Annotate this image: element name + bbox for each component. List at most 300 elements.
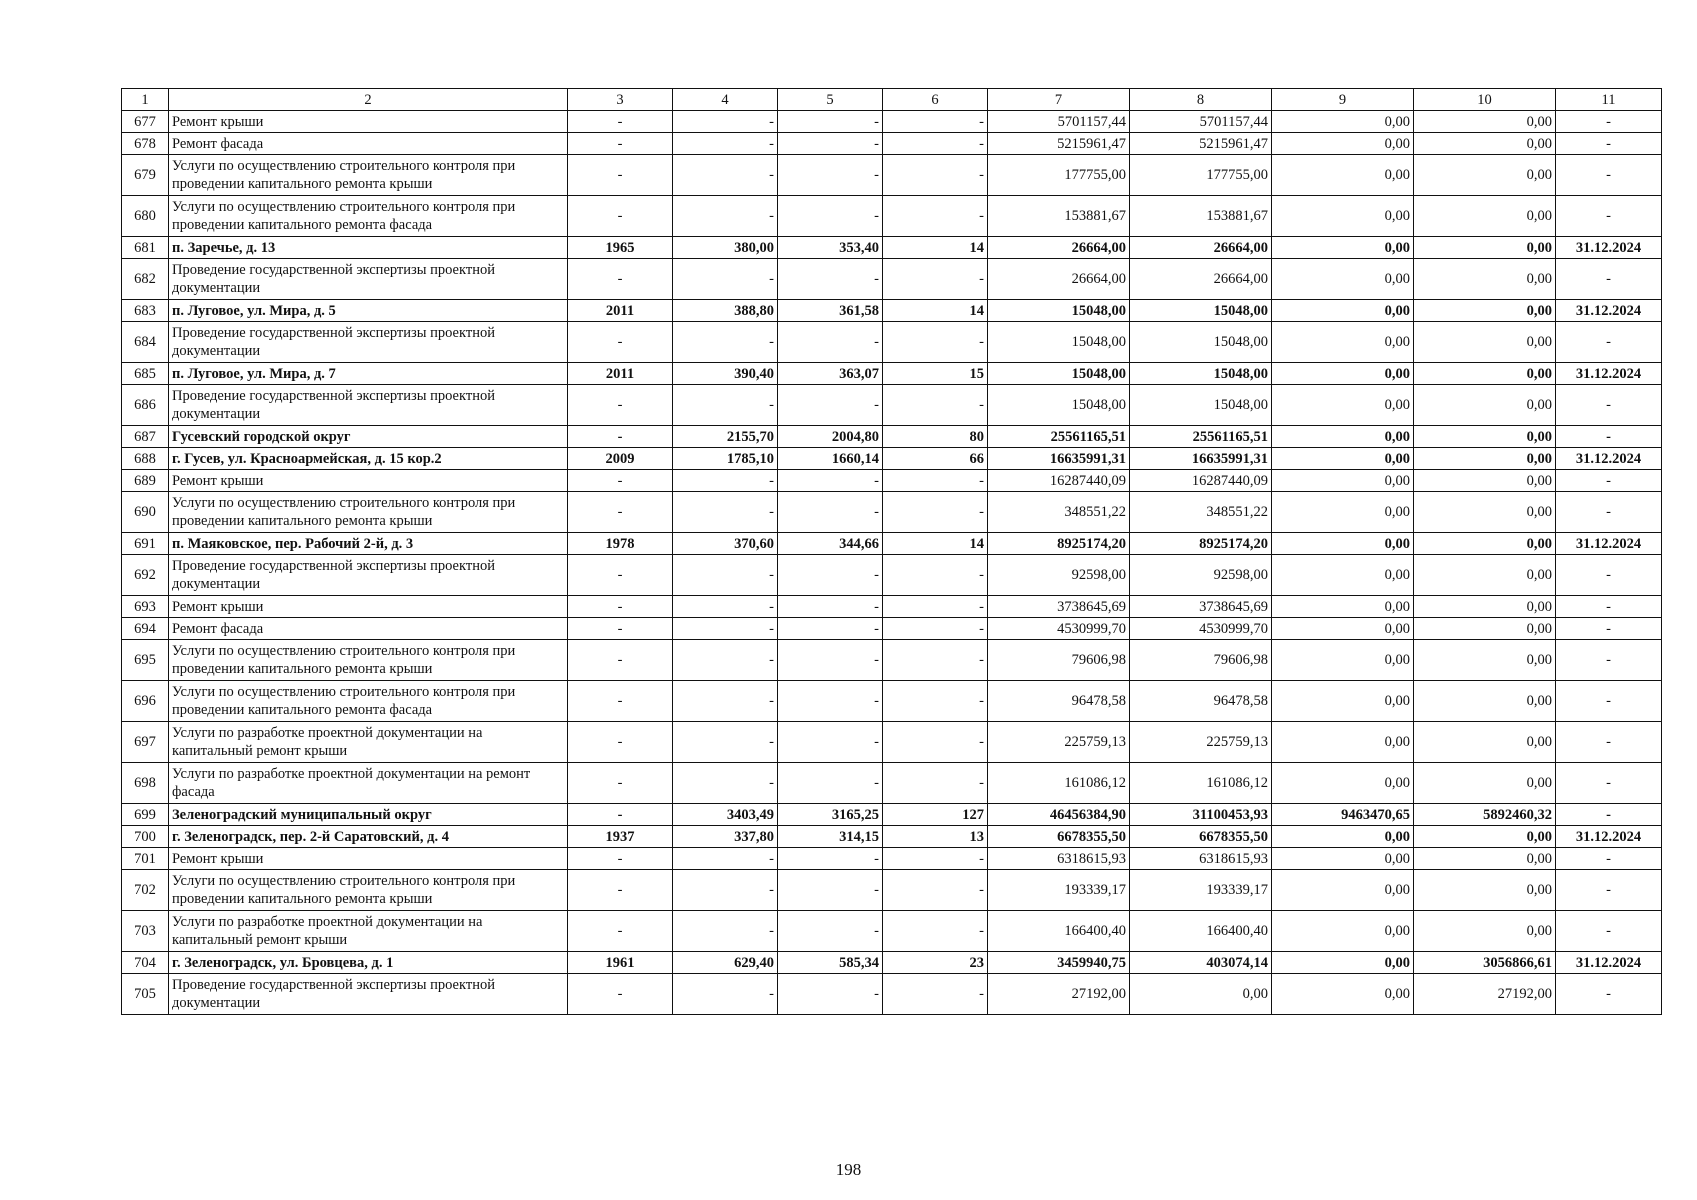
table-row [122, 911, 1662, 952]
description-cell: Проведение государственной экспертизы проектной документации [169, 385, 568, 426]
description-cell: п. Луговое, ул. Мира, д. 7 [169, 363, 568, 385]
description-cell: Ремонт фасада [169, 133, 568, 155]
table-row [122, 259, 1662, 300]
amount-cell: 0,00 [1414, 426, 1556, 448]
value-cell: 23 [883, 952, 988, 974]
amount-cell: 161086,12 [988, 763, 1130, 804]
value-cell: 1785,10 [673, 448, 778, 470]
value-cell: 3403,49 [673, 804, 778, 826]
row-number-cell: 680 [122, 196, 169, 237]
row-number-cell: 684 [122, 322, 169, 363]
table-row [122, 237, 1662, 259]
value-cell: 14 [883, 237, 988, 259]
year-cell: 1937 [568, 826, 673, 848]
table-row [122, 618, 1662, 640]
table-row [122, 426, 1662, 448]
year-cell: - [568, 385, 673, 426]
amount-cell: 0,00 [1414, 870, 1556, 911]
value-cell: - [673, 763, 778, 804]
table-row [122, 196, 1662, 237]
amount-cell: 0,00 [1414, 448, 1556, 470]
row-number-cell: 681 [122, 237, 169, 259]
deadline-cell: - [1556, 492, 1662, 533]
amount-cell: 0,00 [1414, 722, 1556, 763]
row-number-cell: 698 [122, 763, 169, 804]
table-row [122, 111, 1662, 133]
value-cell: 388,80 [673, 300, 778, 322]
value-cell: - [778, 681, 883, 722]
year-cell: - [568, 681, 673, 722]
table-row [122, 640, 1662, 681]
amount-cell: 6678355,50 [988, 826, 1130, 848]
amount-cell: 0,00 [1272, 133, 1414, 155]
value-cell: 353,40 [778, 237, 883, 259]
amount-cell: 0,00 [1414, 259, 1556, 300]
deadline-cell: - [1556, 804, 1662, 826]
deadline-cell: - [1556, 111, 1662, 133]
description-cell: Услуги по осуществлению строительного контроля при проведении капитального ремонта крыши [169, 155, 568, 196]
amount-cell: 0,00 [1414, 763, 1556, 804]
deadline-cell: - [1556, 322, 1662, 363]
row-number-cell: 692 [122, 555, 169, 596]
amount-cell: 26664,00 [1130, 259, 1272, 300]
description-cell: Услуги по разработке проектной документации на капитальный ремонт крыши [169, 722, 568, 763]
amount-cell: 16635991,31 [988, 448, 1130, 470]
amount-cell: 15048,00 [1130, 322, 1272, 363]
year-cell: - [568, 259, 673, 300]
value-cell: - [883, 722, 988, 763]
value-cell: 337,80 [673, 826, 778, 848]
year-cell: - [568, 848, 673, 870]
row-number-cell: 696 [122, 681, 169, 722]
description-cell: Услуги по осуществлению строительного контроля при проведении капитального ремонта крыши [169, 640, 568, 681]
value-cell: - [883, 111, 988, 133]
value-cell: - [778, 763, 883, 804]
amount-cell: 3738645,69 [1130, 596, 1272, 618]
amount-cell: 27192,00 [1414, 974, 1556, 1015]
amount-cell: 0,00 [1414, 111, 1556, 133]
amount-cell: 0,00 [1272, 470, 1414, 492]
year-cell: 2009 [568, 448, 673, 470]
value-cell: 2004,80 [778, 426, 883, 448]
table-row [122, 533, 1662, 555]
amount-cell: 0,00 [1414, 848, 1556, 870]
value-cell: 66 [883, 448, 988, 470]
description-cell: Ремонт крыши [169, 470, 568, 492]
value-cell: - [673, 640, 778, 681]
year-cell: - [568, 111, 673, 133]
description-cell: Зеленоградский муниципальный округ [169, 804, 568, 826]
description-cell: Проведение государственной экспертизы проектной документации [169, 259, 568, 300]
row-number-cell: 703 [122, 911, 169, 952]
deadline-cell: - [1556, 426, 1662, 448]
amount-cell: 3738645,69 [988, 596, 1130, 618]
amount-cell: 0,00 [1272, 322, 1414, 363]
column-header: 4 [673, 89, 778, 111]
year-cell: - [568, 196, 673, 237]
amount-cell: 0,00 [1272, 300, 1414, 322]
row-number-cell: 689 [122, 470, 169, 492]
amount-cell: 193339,17 [988, 870, 1130, 911]
amount-cell: 16635991,31 [1130, 448, 1272, 470]
amount-cell: 0,00 [1414, 237, 1556, 259]
amount-cell: 153881,67 [988, 196, 1130, 237]
value-cell: 14 [883, 533, 988, 555]
year-cell: - [568, 492, 673, 533]
value-cell: - [778, 322, 883, 363]
value-cell: - [883, 974, 988, 1015]
table-row [122, 555, 1662, 596]
description-cell: Услуги по осуществлению строительного контроля при проведении капитального ремонта крыши [169, 870, 568, 911]
description-cell: Проведение государственной экспертизы проектной документации [169, 322, 568, 363]
amount-cell: 0,00 [1272, 111, 1414, 133]
column-header: 10 [1414, 89, 1556, 111]
amount-cell: 92598,00 [1130, 555, 1272, 596]
value-cell: 15 [883, 363, 988, 385]
year-cell: 2011 [568, 363, 673, 385]
deadline-cell: - [1556, 722, 1662, 763]
amount-cell: 0,00 [1272, 237, 1414, 259]
amount-cell: 0,00 [1272, 952, 1414, 974]
value-cell: - [883, 492, 988, 533]
amount-cell: 5701157,44 [988, 111, 1130, 133]
amount-cell: 0,00 [1414, 385, 1556, 426]
value-cell: - [673, 133, 778, 155]
year-cell: 1965 [568, 237, 673, 259]
amount-cell: 4530999,70 [988, 618, 1130, 640]
amount-cell: 0,00 [1414, 618, 1556, 640]
amount-cell: 15048,00 [1130, 300, 1272, 322]
table-row [122, 870, 1662, 911]
column-header: 7 [988, 89, 1130, 111]
value-cell: 370,60 [673, 533, 778, 555]
row-number-cell: 677 [122, 111, 169, 133]
amount-cell: 5215961,47 [1130, 133, 1272, 155]
amount-cell: 15048,00 [988, 385, 1130, 426]
description-cell: Ремонт крыши [169, 111, 568, 133]
amount-cell: 0,00 [1414, 681, 1556, 722]
deadline-cell: 31.12.2024 [1556, 237, 1662, 259]
column-header: 5 [778, 89, 883, 111]
amount-cell: 0,00 [1414, 826, 1556, 848]
value-cell: - [673, 155, 778, 196]
value-cell: - [883, 259, 988, 300]
value-cell: - [883, 848, 988, 870]
value-cell: - [673, 111, 778, 133]
value-cell: - [778, 596, 883, 618]
value-cell: - [673, 596, 778, 618]
amount-cell: 8925174,20 [1130, 533, 1272, 555]
description-cell: г. Гусев, ул. Красноармейская, д. 15 кор.2 [169, 448, 568, 470]
amount-cell: 0,00 [1272, 259, 1414, 300]
value-cell: 363,07 [778, 363, 883, 385]
year-cell: - [568, 155, 673, 196]
description-cell: г. Зеленоградск, ул. Бровцева, д. 1 [169, 952, 568, 974]
amount-cell: 6318615,93 [988, 848, 1130, 870]
amount-cell: 4530999,70 [1130, 618, 1272, 640]
amount-cell: 0,00 [1272, 363, 1414, 385]
year-cell: - [568, 596, 673, 618]
budget-table [121, 88, 1662, 1015]
deadline-cell: - [1556, 155, 1662, 196]
table-row [122, 952, 1662, 974]
description-cell: Ремонт фасада [169, 618, 568, 640]
value-cell: 1660,14 [778, 448, 883, 470]
value-cell: 344,66 [778, 533, 883, 555]
amount-cell: 153881,67 [1130, 196, 1272, 237]
deadline-cell: - [1556, 848, 1662, 870]
year-cell: - [568, 804, 673, 826]
amount-cell: 0,00 [1272, 722, 1414, 763]
value-cell: - [673, 722, 778, 763]
deadline-cell: - [1556, 640, 1662, 681]
column-header: 9 [1272, 89, 1414, 111]
row-number-cell: 705 [122, 974, 169, 1015]
amount-cell: 0,00 [1272, 448, 1414, 470]
value-cell: - [883, 196, 988, 237]
amount-cell: 0,00 [1272, 555, 1414, 596]
deadline-cell: - [1556, 470, 1662, 492]
row-number-cell: 700 [122, 826, 169, 848]
amount-cell: 0,00 [1272, 426, 1414, 448]
value-cell: - [778, 870, 883, 911]
amount-cell: 15048,00 [988, 363, 1130, 385]
table-row [122, 492, 1662, 533]
amount-cell: 0,00 [1414, 196, 1556, 237]
amount-cell: 0,00 [1130, 974, 1272, 1015]
amount-cell: 26664,00 [988, 237, 1130, 259]
year-cell: - [568, 722, 673, 763]
value-cell: 314,15 [778, 826, 883, 848]
value-cell: 380,00 [673, 237, 778, 259]
amount-cell: 26664,00 [988, 259, 1130, 300]
value-cell: - [673, 196, 778, 237]
deadline-cell: 31.12.2024 [1556, 363, 1662, 385]
value-cell: - [778, 155, 883, 196]
table-row [122, 300, 1662, 322]
amount-cell: 0,00 [1414, 300, 1556, 322]
year-cell: - [568, 911, 673, 952]
row-number-cell: 678 [122, 133, 169, 155]
table-row [122, 681, 1662, 722]
amount-cell: 0,00 [1272, 681, 1414, 722]
amount-cell: 225759,13 [1130, 722, 1272, 763]
description-cell: Проведение государственной экспертизы проектной документации [169, 974, 568, 1015]
table-row [122, 826, 1662, 848]
row-number-cell: 704 [122, 952, 169, 974]
description-cell: Услуги по осуществлению строительного контроля при проведении капитального ремонта крыши [169, 492, 568, 533]
amount-cell: 25561165,51 [1130, 426, 1272, 448]
value-cell: - [673, 470, 778, 492]
value-cell: - [673, 974, 778, 1015]
row-number-cell: 694 [122, 618, 169, 640]
description-cell: п. Заречье, д. 13 [169, 237, 568, 259]
table-row [122, 363, 1662, 385]
amount-cell: 161086,12 [1130, 763, 1272, 804]
value-cell: - [883, 322, 988, 363]
row-number-cell: 683 [122, 300, 169, 322]
year-cell: 1978 [568, 533, 673, 555]
amount-cell: 0,00 [1272, 492, 1414, 533]
year-cell: - [568, 133, 673, 155]
year-cell: - [568, 470, 673, 492]
year-cell: - [568, 974, 673, 1015]
amount-cell: 96478,58 [988, 681, 1130, 722]
value-cell: - [778, 848, 883, 870]
value-cell: - [778, 492, 883, 533]
value-cell: - [883, 870, 988, 911]
value-cell: - [778, 470, 883, 492]
value-cell: 361,58 [778, 300, 883, 322]
amount-cell: 79606,98 [988, 640, 1130, 681]
value-cell: - [883, 596, 988, 618]
amount-cell: 15048,00 [1130, 363, 1272, 385]
description-cell: п. Луговое, ул. Мира, д. 5 [169, 300, 568, 322]
amount-cell: 0,00 [1414, 911, 1556, 952]
amount-cell: 0,00 [1272, 640, 1414, 681]
deadline-cell: - [1556, 133, 1662, 155]
column-header: 6 [883, 89, 988, 111]
amount-cell: 27192,00 [988, 974, 1130, 1015]
amount-cell: 403074,14 [1130, 952, 1272, 974]
row-number-cell: 679 [122, 155, 169, 196]
amount-cell: 0,00 [1272, 618, 1414, 640]
row-number-cell: 701 [122, 848, 169, 870]
amount-cell: 0,00 [1414, 322, 1556, 363]
value-cell: - [673, 681, 778, 722]
value-cell: 14 [883, 300, 988, 322]
amount-cell: 5701157,44 [1130, 111, 1272, 133]
deadline-cell: - [1556, 974, 1662, 1015]
value-cell: - [883, 470, 988, 492]
value-cell: - [673, 618, 778, 640]
year-cell: - [568, 618, 673, 640]
value-cell: - [883, 555, 988, 596]
amount-cell: 5215961,47 [988, 133, 1130, 155]
deadline-cell: 31.12.2024 [1556, 300, 1662, 322]
amount-cell: 0,00 [1272, 848, 1414, 870]
value-cell: 13 [883, 826, 988, 848]
year-cell: - [568, 322, 673, 363]
amount-cell: 0,00 [1414, 155, 1556, 196]
value-cell: - [673, 492, 778, 533]
amount-cell: 3056866,61 [1414, 952, 1556, 974]
deadline-cell: - [1556, 385, 1662, 426]
column-number-header-row [122, 89, 1662, 111]
value-cell: - [883, 618, 988, 640]
amount-cell: 0,00 [1272, 870, 1414, 911]
column-header: 2 [169, 89, 568, 111]
column-header: 11 [1556, 89, 1662, 111]
deadline-cell: 31.12.2024 [1556, 952, 1662, 974]
table-row [122, 974, 1662, 1015]
deadline-cell: - [1556, 681, 1662, 722]
value-cell: - [778, 259, 883, 300]
column-header: 1 [122, 89, 169, 111]
row-number-cell: 691 [122, 533, 169, 555]
amount-cell: 25561165,51 [988, 426, 1130, 448]
deadline-cell: 31.12.2024 [1556, 826, 1662, 848]
amount-cell: 96478,58 [1130, 681, 1272, 722]
row-number-cell: 687 [122, 426, 169, 448]
year-cell: - [568, 763, 673, 804]
value-cell: - [883, 640, 988, 681]
amount-cell: 193339,17 [1130, 870, 1272, 911]
value-cell: - [673, 555, 778, 596]
amount-cell: 0,00 [1272, 533, 1414, 555]
description-cell: п. Маяковское, пер. Рабочий 2-й, д. 3 [169, 533, 568, 555]
row-number-cell: 695 [122, 640, 169, 681]
value-cell: 629,40 [673, 952, 778, 974]
year-cell: - [568, 640, 673, 681]
amount-cell: 92598,00 [988, 555, 1130, 596]
row-number-cell: 702 [122, 870, 169, 911]
amount-cell: 225759,13 [988, 722, 1130, 763]
amount-cell: 0,00 [1414, 533, 1556, 555]
value-cell: - [778, 722, 883, 763]
value-cell: - [778, 911, 883, 952]
value-cell: 390,40 [673, 363, 778, 385]
description-cell: Услуги по разработке проектной документации на ремонт фасада [169, 763, 568, 804]
amount-cell: 31100453,93 [1130, 804, 1272, 826]
description-cell: Услуги по разработке проектной документации на капитальный ремонт крыши [169, 911, 568, 952]
amount-cell: 348551,22 [1130, 492, 1272, 533]
column-header: 3 [568, 89, 673, 111]
amount-cell: 0,00 [1272, 974, 1414, 1015]
row-number-cell: 699 [122, 804, 169, 826]
amount-cell: 79606,98 [1130, 640, 1272, 681]
amount-cell: 166400,40 [988, 911, 1130, 952]
amount-cell: 348551,22 [988, 492, 1130, 533]
description-cell: Проведение государственной экспертизы проектной документации [169, 555, 568, 596]
amount-cell: 5892460,32 [1414, 804, 1556, 826]
amount-cell: 6318615,93 [1130, 848, 1272, 870]
amount-cell: 0,00 [1414, 555, 1556, 596]
table-row [122, 385, 1662, 426]
row-number-cell: 693 [122, 596, 169, 618]
row-number-cell: 686 [122, 385, 169, 426]
value-cell: - [778, 640, 883, 681]
value-cell: - [778, 555, 883, 596]
amount-cell: 0,00 [1272, 763, 1414, 804]
value-cell: - [883, 763, 988, 804]
table-row [122, 763, 1662, 804]
deadline-cell: - [1556, 618, 1662, 640]
description-cell: Ремонт крыши [169, 596, 568, 618]
amount-cell: 0,00 [1414, 640, 1556, 681]
deadline-cell: - [1556, 911, 1662, 952]
table-row [122, 804, 1662, 826]
year-cell: - [568, 555, 673, 596]
year-cell: - [568, 870, 673, 911]
value-cell: - [673, 322, 778, 363]
value-cell: 2155,70 [673, 426, 778, 448]
value-cell: 80 [883, 426, 988, 448]
value-cell: 585,34 [778, 952, 883, 974]
amount-cell: 46456384,90 [988, 804, 1130, 826]
row-number-cell: 690 [122, 492, 169, 533]
row-number-cell: 682 [122, 259, 169, 300]
amount-cell: 0,00 [1272, 596, 1414, 618]
amount-cell: 0,00 [1414, 363, 1556, 385]
column-header: 8 [1130, 89, 1272, 111]
value-cell: - [883, 133, 988, 155]
amount-cell: 0,00 [1414, 133, 1556, 155]
amount-cell: 6678355,50 [1130, 826, 1272, 848]
amount-cell: 0,00 [1272, 155, 1414, 196]
description-cell: Ремонт крыши [169, 848, 568, 870]
value-cell: - [778, 385, 883, 426]
